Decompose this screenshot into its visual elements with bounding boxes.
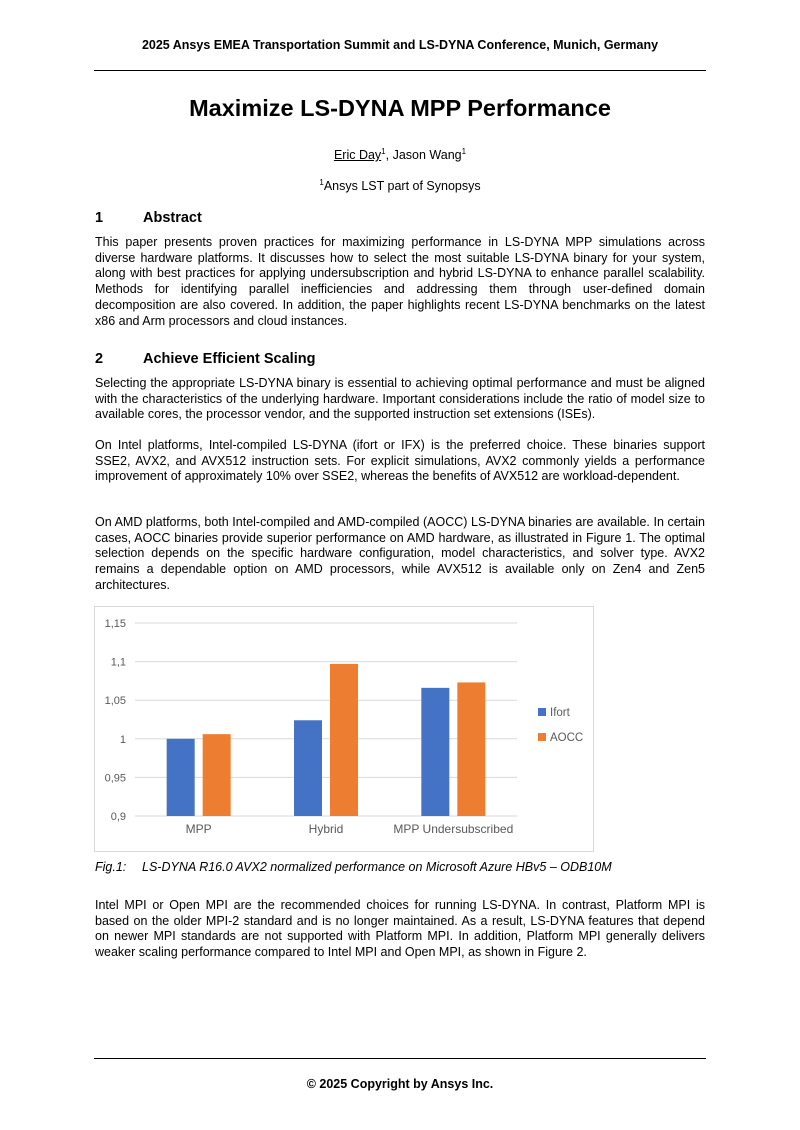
footer-rule	[94, 1058, 706, 1059]
legend-swatch-aocc	[538, 733, 546, 741]
author-name[interactable]: Eric Day	[333, 148, 382, 162]
bar-chart	[95, 607, 593, 851]
author-affiliation-mark: 1	[381, 146, 386, 156]
legend-label: Ifort	[550, 707, 570, 719]
y-tick-label: 0,95	[104, 772, 126, 785]
affiliation-mark: 1	[319, 177, 324, 187]
author-separator: ,	[385, 148, 393, 162]
y-tick-label: 1,15	[104, 618, 126, 630]
section-number: 2	[95, 351, 104, 367]
y-tick-label: 1,05	[104, 695, 126, 708]
section-number: 1	[95, 210, 104, 226]
body-paragraph: On AMD platforms, both Intel-compiled and AMD-compiled (AOCC) LS-DYNA binaries are available. In certain cases, AOCC binaries provide superior performance on AMD hardware, as illustrated in Figure 1. The optimal selection depends on the specific hardware configuration, model characteristics, and solver type. AVX2 remains a dependable option on AMD processors, while AVX512 is available only on Zen4 and Zen5 architectures.	[95, 515, 705, 592]
y-tick-label: 0,9	[110, 811, 126, 823]
bar-aocc	[457, 682, 485, 816]
figure-1-chart	[94, 606, 594, 852]
figure-caption	[95, 860, 612, 874]
x-tick-label: Hybrid	[308, 822, 344, 836]
header-rule	[94, 70, 706, 71]
bar-ifort	[167, 739, 195, 816]
running-header: 2025 Ansys EMEA Transportation Summit and LS-DYNA Conference, Munich, Germany	[141, 38, 659, 52]
author-name: Jason Wang	[392, 148, 462, 162]
y-tick-label: 1,1	[110, 656, 126, 669]
author-line	[0, 148, 800, 162]
bar-aocc	[330, 664, 358, 816]
legend-swatch-ifort	[538, 708, 546, 716]
copyright-footer: © 2025 Copyright by Ansys Inc.	[306, 1077, 494, 1091]
paper-title: Maximize LS-DYNA MPP Performance	[189, 95, 611, 121]
x-tick-label: MPP Undersubscribed	[393, 822, 514, 836]
section-title: Achieve Efficient Scaling	[143, 351, 316, 367]
bar-ifort	[294, 720, 322, 816]
figure-caption-text: LS-DYNA R16.0 AVX2 normalized performance on Microsoft Azure HBv5 – ODB10M	[142, 860, 612, 874]
affiliation-text: Ansys LST part of Synopsys	[323, 179, 481, 193]
figure-label: Fig.1:	[95, 860, 127, 874]
body-paragraph: Intel MPI or Open MPI are the recommended choices for running LS-DYNA. In contrast, Platform MPI is based on the older MPI-2 standard and is no longer maintained. As a result, LS-DYNA features that depend on newer MPI standards are not supported with Platform MPI. In addition, Platform MPI generally delivers weaker scaling performance compared to Intel MPI and Open MPI, as shown in Figure 2.	[95, 898, 705, 960]
body-paragraph: Selecting the appropriate LS-DYNA binary is essential to achieving optimal performance and must be aligned with the characteristics of the underlying hardware. Important considerations include the ratio of model size to available cores, the processor vendor, and the supported instruction set extensions (ISEs).	[95, 376, 705, 422]
section-heading	[95, 351, 315, 367]
x-tick-label: MPP	[185, 822, 212, 836]
bar-ifort	[421, 688, 449, 816]
bar-aocc	[203, 734, 231, 816]
author-affiliation-mark: 1	[461, 146, 467, 156]
section-heading	[95, 210, 202, 226]
abstract-paragraph: This paper presents proven practices for maximizing performance in LS-DYNA MPP simulations across diverse hardware platforms. It discusses how to select the most suitable LS-DYNA binary for your system, along with best practices for applying undersubscription and hybrid LS-DYNA to enhance parallel scalability. Methods for identifying parallel inefficiencies and addressing them through user-defined domain decomposition are also covered. In addition, the paper highlights recent LS-DYNA benchmarks on the latest x86 and Arm processors and cloud instances.	[95, 235, 705, 328]
section-title: Abstract	[143, 210, 202, 226]
y-tick-label: 1	[119, 733, 126, 746]
body-paragraph: On Intel platforms, Intel-compiled LS-DYNA (ifort or IFX) is the preferred choice. These binaries support SSE2, AVX2, and AVX512 instruction sets. For explicit simulations, AVX2 commonly yields a performance improvement of approximately 10% over SSE2, whereas the benefits of AVX512 are workload-dependent.	[95, 438, 705, 484]
legend-label: AOCC	[550, 732, 584, 744]
affiliation	[0, 179, 800, 193]
